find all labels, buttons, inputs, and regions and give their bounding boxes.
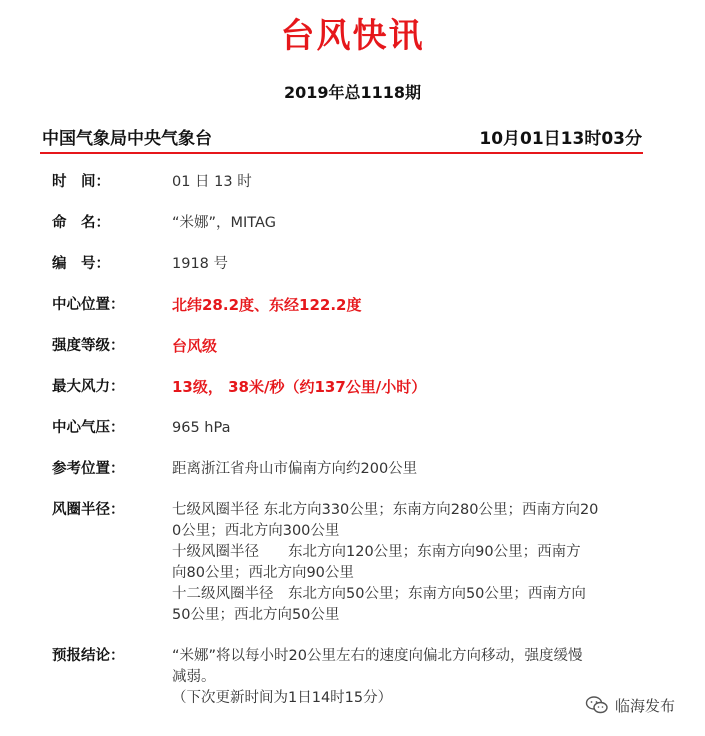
field-value — [172, 646, 634, 709]
field-value: 北纬28.2度、东经122.2度 — [172, 296, 362, 314]
field-value — [172, 500, 634, 626]
watermark-text: 临海发布 — [615, 696, 676, 715]
field-center-pressure — [52, 418, 652, 439]
page-title: 台风快讯 — [280, 16, 425, 56]
field-label: 命 名： — [52, 215, 110, 231]
field-name — [52, 213, 652, 234]
value-line: （下次更新时间为1日14时15分） — [172, 690, 393, 706]
value-line: 十二级风圈半径 东北方向50公里；东南方向50公里；西南方向 — [172, 586, 586, 602]
value-line: 向80公里；西北方向90公里 — [172, 565, 354, 581]
issued-time: 10月01日13时03分 — [479, 129, 642, 149]
field-forecast-conclusion — [52, 646, 652, 709]
field-value: 距离浙江省舟山市偏南方向约200公里 — [172, 461, 418, 477]
value-line: 减弱。 — [172, 669, 216, 685]
field-label: 编 号： — [52, 256, 110, 272]
field-max-wind — [52, 377, 652, 398]
wechat-icon — [585, 695, 609, 715]
field-value: 13级， 38米/秒（约137公里/小时） — [172, 378, 427, 396]
value-line: 0公里；西北方向300公里 — [172, 523, 340, 539]
field-label: 中心气压： — [52, 420, 125, 436]
field-label: 风圈半径： — [52, 502, 125, 518]
agency-name: 中国气象局中央气象台 — [42, 129, 212, 149]
issue-number: 2019年总1118期 — [283, 83, 422, 102]
header-divider — [40, 152, 643, 154]
field-label: 中心位置： — [52, 297, 125, 313]
value-line: 七级风圈半径 东北方向330公里；东南方向280公里；西南方向20 — [172, 502, 599, 518]
field-center-position — [52, 295, 652, 316]
value-line: 十级风圈半径 东北方向120公里；东南方向90公里；西南方 — [172, 544, 581, 560]
field-label: 最大风力： — [52, 379, 125, 395]
field-value: 1918 号 — [172, 256, 229, 272]
field-label: 时 间： — [52, 174, 110, 190]
field-time — [52, 172, 652, 193]
field-reference-position — [52, 459, 652, 480]
value-line: “米娜”将以每小时20公里左右的速度向偏北方向移动，强度缓慢 — [172, 648, 583, 664]
field-value: 965 hPa — [172, 420, 231, 436]
field-label: 强度等级： — [52, 338, 125, 354]
field-value: “米娜”，MITAG — [172, 215, 276, 231]
field-label: 预报结论： — [52, 648, 125, 664]
wechat-watermark — [585, 693, 675, 717]
value-line: 50公里；西北方向50公里 — [172, 607, 340, 623]
field-value: 台风级 — [172, 337, 218, 355]
field-wind-radius — [52, 500, 652, 626]
field-value: 01 日 13 时 — [172, 174, 252, 190]
field-label: 参考位置： — [52, 461, 125, 477]
field-number — [52, 254, 652, 275]
header-row — [42, 124, 642, 149]
field-intensity-level — [52, 336, 652, 357]
